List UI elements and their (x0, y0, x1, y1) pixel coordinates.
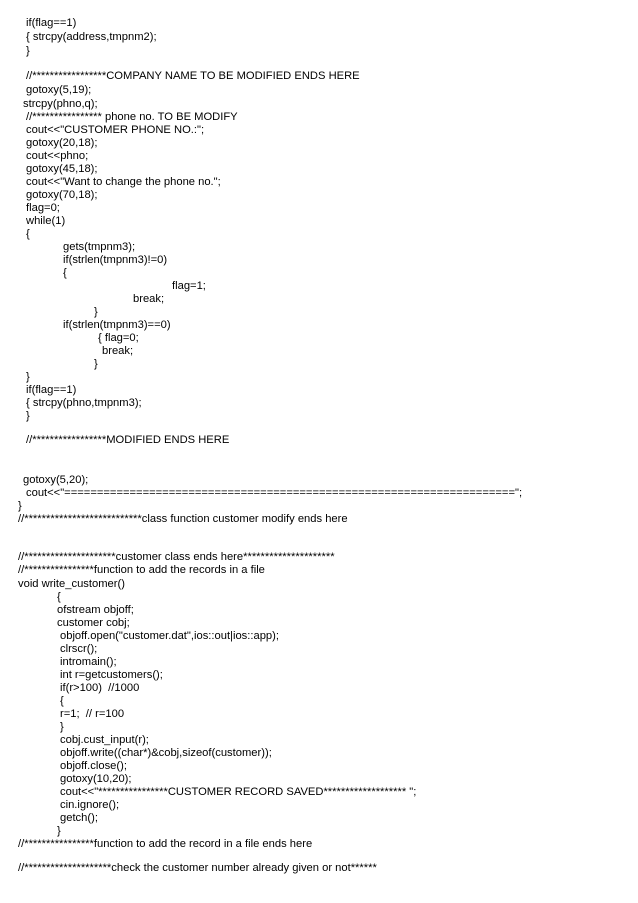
code-line: //********************check the customer number already given or not****** (18, 862, 377, 874)
code-line: cout<<"CUSTOMER PHONE NO.:"; (26, 124, 205, 136)
code-line: getch(); (60, 812, 98, 824)
code-line: //**************** phone no. TO BE MODIFY (26, 111, 238, 123)
code-line: gotoxy(45,18); (26, 163, 98, 175)
code-line: //*****************COMPANY NAME TO BE MODIFIED ENDS HERE (26, 70, 360, 82)
code-line: cin.ignore(); (60, 799, 120, 811)
code-line: if(r>100) //1000 (60, 682, 140, 694)
code-line: //*****************MODIFIED ENDS HERE (26, 434, 230, 446)
code-line: } (26, 410, 30, 422)
code-line: flag=1; (172, 280, 206, 292)
code-line: { flag=0; (98, 332, 139, 344)
code-line: } (26, 371, 30, 383)
code-line: cout<<phno; (26, 150, 89, 162)
code-line: } (60, 721, 64, 733)
code-line: gotoxy(20,18); (26, 137, 98, 149)
code-line: //*********************customer class ends here********************* (18, 551, 335, 563)
code-line: } (26, 45, 30, 57)
code-line: flag=0; (26, 202, 60, 214)
code-line: if(strlen(tmpnm3)==0) (63, 319, 171, 331)
code-line: { (63, 267, 67, 279)
code-line: r=1; // r=100 (60, 708, 125, 720)
code-line: if(strlen(tmpnm3)!=0) (63, 254, 168, 266)
code-line: { (60, 695, 64, 707)
code-line: break; (102, 345, 134, 357)
code-line: } (94, 358, 98, 370)
code-line: //***************************class function customer modify ends here (18, 513, 348, 525)
code-line: gotoxy(5,20); (23, 474, 89, 486)
code-line: objoff.write((char*)&cobj,sizeof(customer)); (60, 747, 272, 759)
code-line: //****************function to add the record in a file ends here (18, 838, 313, 850)
code-line: ofstream objoff; (57, 604, 134, 616)
code-line: break; (133, 293, 165, 305)
code-line: gotoxy(70,18); (26, 189, 98, 201)
code-line: intromain(); (60, 656, 117, 668)
code-line: cout<<"Want to change the phone no."; (26, 176, 221, 188)
code-line: } (18, 500, 22, 512)
code-line: { (57, 591, 61, 603)
code-line: while(1) (26, 215, 66, 227)
code-line: gotoxy(10,20); (60, 773, 132, 785)
code-line: if(flag==1) (26, 384, 77, 396)
code-line: clrscr(); (60, 643, 98, 655)
code-line: customer cobj; (57, 617, 130, 629)
code-line: gets(tmpnm3); (63, 241, 136, 253)
code-line: if(flag==1) (26, 17, 77, 29)
code-line: } (94, 306, 98, 318)
code-line: objoff.open("customer.dat",ios::out|ios::app); (60, 630, 279, 642)
code-line: } (57, 825, 61, 837)
code-line: void write_customer() (18, 578, 125, 590)
code-line: strcpy(phno,q); (23, 98, 98, 110)
code-line: gotoxy(5,19); (26, 84, 92, 96)
code-line: objoff.close(); (60, 760, 127, 772)
code-line: { strcpy(phno,tmpnm3); (26, 397, 142, 409)
code-line: { strcpy(address,tmpnm2); (26, 31, 157, 43)
code-line: cout<<"****************CUSTOMER RECORD SAVED******************* "; (60, 786, 417, 798)
code-line: int r=getcustomers(); (60, 669, 163, 681)
code-line: cout<<"====================================================================="; (26, 487, 523, 499)
code-line: cobj.cust_input(r); (60, 734, 149, 746)
code-line: //****************function to add the records in a file (18, 564, 265, 576)
code-line: { (26, 228, 30, 240)
